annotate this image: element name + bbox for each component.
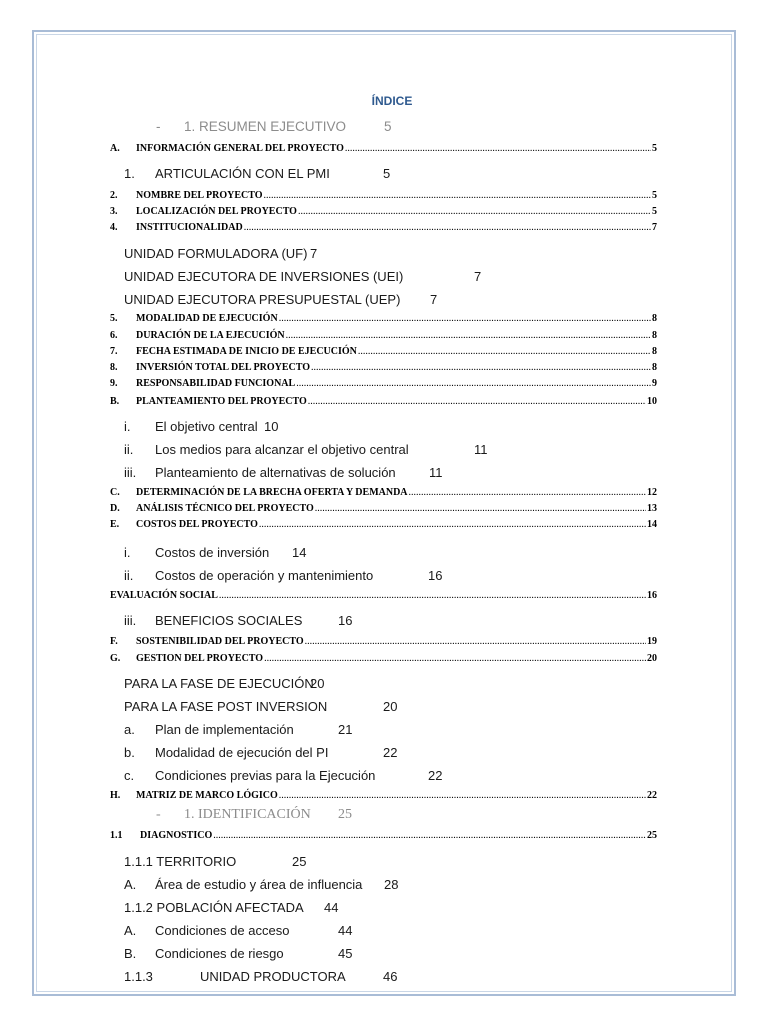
toc-subentry-page: 5 (383, 166, 391, 181)
toc-subentry (124, 246, 684, 264)
toc-entry-title: COSTOS DEL PROYECTO (136, 519, 258, 530)
toc-entry (110, 519, 657, 530)
toc-entry-number: 8. (110, 362, 118, 373)
toc-leader-dots (264, 190, 652, 201)
toc-subentry (124, 269, 684, 287)
toc-entry-title: INVERSIÓN TOTAL DEL PROYECTO (136, 362, 311, 373)
toc-subentry-label: Condiciones de riesgo (155, 946, 284, 961)
toc-leader-dots (308, 396, 646, 407)
toc-entry (110, 190, 657, 201)
toc-subentry (124, 613, 684, 631)
toc-subentry-label: PARA LA FASE POST INVERSION (124, 699, 328, 714)
toc-entry-page: 19 (647, 636, 657, 647)
toc-entry (110, 346, 657, 357)
toc-entry-page: 25 (647, 830, 657, 841)
toc-entry-title: PLANTEAMIENTO DEL PROYECTO (136, 396, 307, 407)
toc-entry-number: A. (110, 143, 120, 154)
toc-subentry-label: UNIDAD EJECUTORA PRESUPUESTAL (UEP) (124, 292, 401, 307)
toc-entry-page: 5 (652, 190, 657, 201)
toc-entry-page: 5 (652, 143, 657, 154)
toc-entry-page: 8 (652, 362, 657, 373)
toc-entry (110, 362, 657, 373)
toc-entry (110, 503, 657, 514)
toc-subentry-page: 7 (474, 269, 482, 284)
toc-entry (110, 590, 657, 601)
toc-entry (110, 830, 657, 841)
toc-entry (110, 790, 657, 801)
toc-leader-dots (219, 590, 646, 601)
toc-subentry-page: 16 (428, 568, 443, 583)
toc-leader-dots (296, 378, 651, 389)
toc-subentry (124, 676, 684, 694)
toc-subentry-marker: - (156, 807, 161, 822)
toc-subentry-marker: 1.1.3 (124, 969, 153, 984)
toc-entry-title: NOMBRE DEL PROYECTO (136, 190, 263, 201)
toc-subentry-label: UNIDAD PRODUCTORA (200, 969, 346, 984)
toc-subentry-marker: B. (124, 946, 137, 961)
toc-entry-number: G. (110, 653, 121, 664)
toc-entry-title: FECHA ESTIMADA DE INICIO DE EJECUCIÓN (136, 346, 357, 357)
toc-subentry-label: 1. RESUMEN EJECUTIVO (184, 119, 347, 134)
toc-subentry-label: Condiciones de acceso (155, 923, 290, 938)
toc-entry-title: DETERMINACIÓN DE LA BRECHA OFERTA Y DEMANDA (136, 487, 408, 498)
toc-subentry (124, 568, 684, 586)
toc-entry-number: H. (110, 790, 121, 801)
toc-entry-title: GESTION DEL PROYECTO (136, 653, 264, 664)
toc-entry-number: D. (110, 503, 120, 514)
toc-leader-dots (311, 362, 651, 373)
toc-entry-page: 13 (647, 503, 657, 514)
toc-subentry-label: El objetivo central (155, 419, 258, 434)
toc-entry-title: INSTITUCIONALIDAD (136, 222, 243, 233)
toc-subentry-page: 20 (383, 699, 398, 714)
toc-subentry-page: 11 (429, 465, 443, 480)
toc-subentry-page: 22 (383, 745, 398, 760)
toc-subentry (124, 969, 684, 987)
toc-subentry-marker: a. (124, 722, 135, 737)
toc-entry-number: 1.1 (110, 830, 123, 841)
toc-entry-page: 16 (647, 590, 657, 601)
toc-subentry-label: Costos de operación y mantenimiento (155, 568, 374, 583)
toc-entry (110, 143, 657, 154)
toc-leader-dots (315, 503, 646, 514)
toc-leader-dots (286, 330, 651, 341)
toc-subentry-page: 5 (384, 119, 392, 134)
toc-subentry-page: 22 (428, 768, 443, 783)
toc-entry-page: 8 (652, 330, 657, 341)
toc-leader-dots (244, 222, 651, 233)
toc-entry (110, 396, 657, 407)
toc-subentry-page: 25 (338, 807, 352, 822)
toc-subentry-page: 46 (383, 969, 398, 984)
toc-entry-title: INFORMACIÓN GENERAL DEL PROYECTO (136, 143, 344, 154)
toc-entry-page: 12 (647, 487, 657, 498)
toc-subentry-label: Costos de inversión (155, 545, 270, 560)
toc-subentry-page: 28 (384, 877, 399, 892)
toc-entry-number: F. (110, 636, 118, 647)
toc-entry-number: 7. (110, 346, 118, 357)
toc-entry (110, 222, 657, 233)
toc-entry-page: 7 (652, 222, 657, 233)
toc-subentry-label: ARTICULACIÓN CON EL PMI (155, 166, 330, 181)
toc-leader-dots (409, 487, 646, 498)
toc-subentry (124, 854, 684, 872)
toc-entry-number: 3. (110, 206, 118, 217)
toc-subentry-label: Condiciones previas para la Ejecución (155, 768, 376, 783)
toc-subentry (124, 745, 684, 763)
toc-entry (110, 378, 657, 389)
toc-leader-dots (279, 313, 651, 324)
toc-entry-page: 8 (652, 346, 657, 357)
toc-leader-dots (298, 206, 651, 217)
toc-subentry (124, 722, 684, 740)
toc-subentry-label: UNIDAD FORMULADORA (UF) (124, 246, 308, 261)
toc-subentry-marker: i. (124, 545, 131, 560)
toc-entry-number: E. (110, 519, 120, 530)
toc-subentry-page: 21 (338, 722, 353, 737)
toc-entry-number: 6. (110, 330, 118, 341)
toc-entry-title: DURACIÓN DE LA EJECUCIÓN (136, 330, 285, 341)
toc-entry (110, 636, 657, 647)
toc-entry-page: 22 (647, 790, 657, 801)
toc-subentry-label: Planteamiento de alternativas de solución (155, 465, 396, 480)
toc-entry-page: 8 (652, 313, 657, 324)
toc-subentry-marker: - (156, 119, 161, 134)
toc-entry-number: 2. (110, 190, 118, 201)
toc-subentry (124, 166, 684, 184)
toc-subentry (124, 292, 684, 310)
toc-subentry-page: 7 (430, 292, 438, 307)
toc-subentry-marker: A. (124, 877, 137, 892)
toc-subentry (124, 768, 684, 786)
index-title: ÍNDICE (371, 94, 413, 108)
toc-subentry-page: 44 (338, 923, 353, 938)
toc-subentry (124, 419, 684, 437)
toc-subentry-page: 11 (474, 442, 488, 457)
toc-subentry-page: 7 (310, 246, 318, 261)
toc-subentry (124, 545, 684, 563)
toc-subentry-page: 16 (338, 613, 353, 628)
toc-entry-page: 10 (647, 396, 657, 407)
toc-subentry (124, 442, 684, 460)
toc-entry-page: 14 (647, 519, 657, 530)
toc-subentry (124, 699, 684, 717)
toc-entry-title: RESPONSABILIDAD FUNCIONAL (136, 378, 296, 389)
toc-subentry-label: 1.1.1 TERRITORIO (124, 854, 237, 869)
toc-entry (110, 206, 657, 217)
toc-subentry-label: Plan de implementación (155, 722, 294, 737)
toc-leader-dots (345, 143, 651, 154)
toc-entry-number: B. (110, 396, 120, 407)
toc-leader-dots (305, 636, 646, 647)
toc-subentry-marker: ii. (124, 442, 134, 457)
toc-heading-field (156, 119, 716, 137)
toc-heading-field (156, 807, 716, 825)
toc-entry-title: LOCALIZACIÓN DEL PROYECTO (136, 206, 297, 217)
toc-subentry-marker: ii. (124, 568, 134, 583)
toc-subentry-marker: A. (124, 923, 137, 938)
toc-entry-title: DIAGNOSTICO (140, 830, 213, 841)
toc-subentry-marker: c. (124, 768, 135, 783)
toc-subentry (124, 923, 684, 941)
toc-entry-title: EVALUACIÓN SOCIAL (110, 590, 218, 601)
toc-subentry-label: Modalidad de ejecución del PI (155, 745, 329, 760)
toc-subentry-marker: 1. (124, 166, 135, 181)
toc-leader-dots (259, 519, 646, 530)
toc-subentry (124, 900, 684, 918)
toc-subentry-label: 1. IDENTIFICACIÓN (184, 807, 311, 822)
toc-subentry-marker: iii. (124, 613, 137, 628)
toc-leader-dots (279, 790, 646, 801)
toc-entry-title: MODALIDAD DE EJECUCIÓN (136, 313, 278, 324)
toc-entry-number: 5. (110, 313, 118, 324)
toc-entry-page: 9 (652, 378, 657, 389)
toc-leader-dots (264, 653, 646, 664)
toc-entry-number: 4. (110, 222, 118, 233)
toc-subentry-label: 1.1.2 POBLACIÓN AFECTADA (124, 900, 304, 915)
toc-entry-title: SOSTENIBILIDAD DEL PROYECTO (136, 636, 304, 647)
toc-entry-page: 20 (647, 653, 657, 664)
toc-entry-number: C. (110, 487, 120, 498)
toc-subentry-page: 14 (292, 545, 307, 560)
toc-subentry-label: UNIDAD EJECUTORA DE INVERSIONES (UEI) (124, 269, 404, 284)
toc-subentry-label: PARA LA FASE DE EJECUCIÓN (124, 676, 314, 691)
toc-leader-dots (213, 830, 646, 841)
toc-subentry-marker: iii. (124, 465, 137, 480)
toc-subentry-label: BENEFICIOS SOCIALES (155, 613, 303, 628)
toc-subentry (124, 465, 684, 483)
toc-entry (110, 653, 657, 664)
toc-subentry-page: 45 (338, 946, 353, 961)
toc-entry-page: 5 (652, 206, 657, 217)
toc-subentry-label: Área de estudio y área de influencia (155, 877, 363, 892)
toc-subentry-page: 10 (264, 419, 279, 434)
toc-subentry-page: 44 (324, 900, 339, 915)
toc-subentry-marker: b. (124, 745, 135, 760)
toc-subentry-marker: i. (124, 419, 131, 434)
toc-subentry (124, 877, 684, 895)
toc-entry (110, 313, 657, 324)
toc-entry-title: ANÁLISIS TÉCNICO DEL PROYECTO (136, 503, 314, 514)
toc-entry-title: MATRIZ DE MARCO LÓGICO (136, 790, 278, 801)
toc-entry (110, 330, 657, 341)
toc-leader-dots (358, 346, 651, 357)
toc-entry-number: 9. (110, 378, 118, 389)
toc-entry (110, 487, 657, 498)
toc-subentry-page: 20 (310, 676, 325, 691)
toc-subentry-label: Los medios para alcanzar el objetivo central (155, 442, 409, 457)
toc-subentry (124, 946, 684, 964)
toc-subentry-page: 25 (292, 854, 307, 869)
